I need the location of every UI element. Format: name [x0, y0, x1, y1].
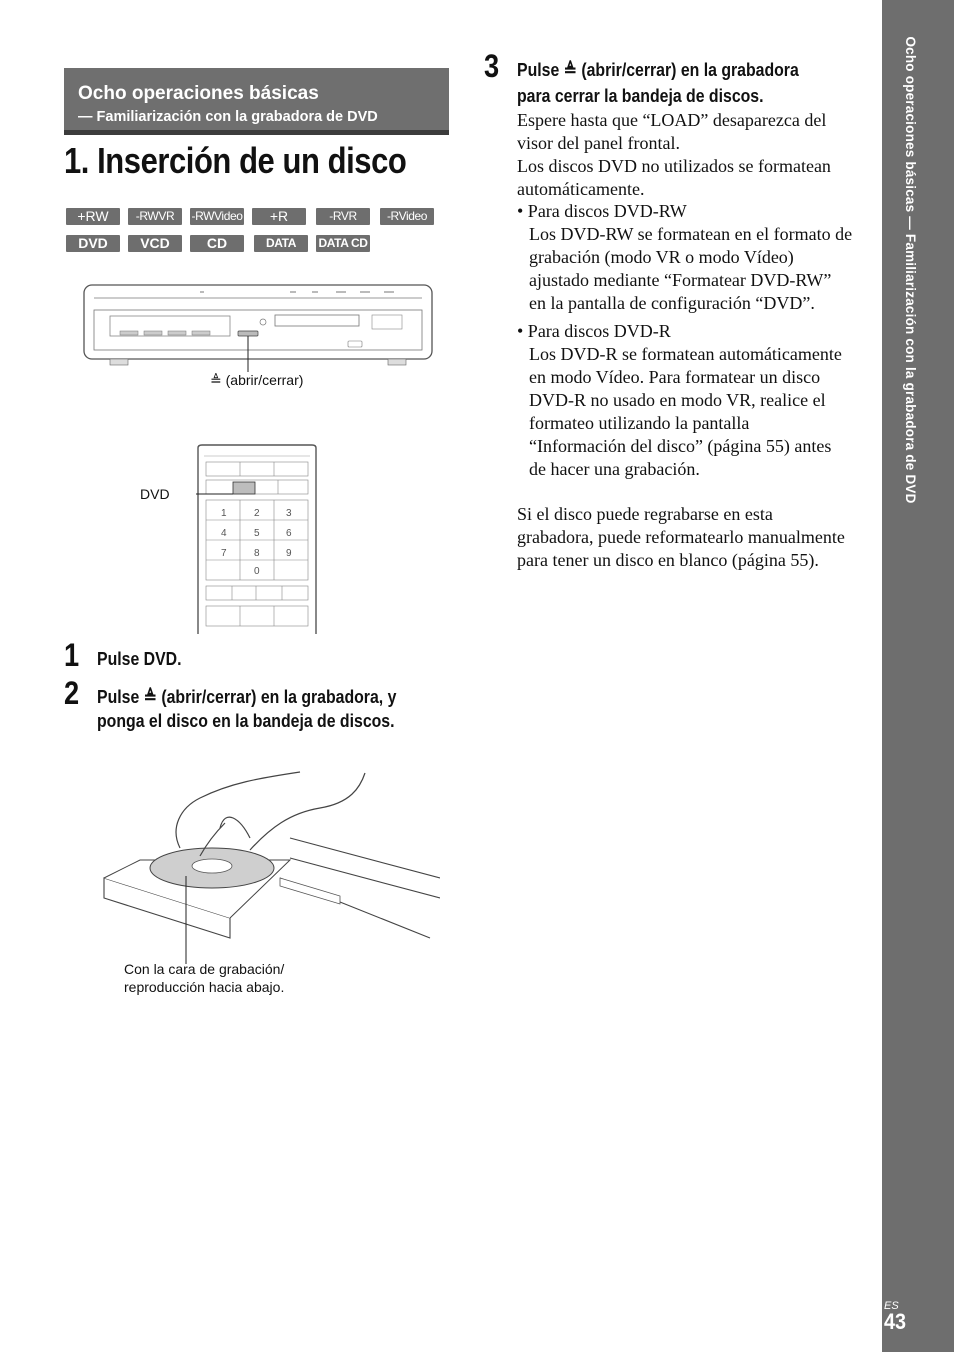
remote-key-4: 4: [221, 528, 227, 539]
badge-vcd: VCD: [128, 235, 182, 252]
remote-key-6: 6: [286, 528, 292, 539]
step-3-line-2: para cerrar la bandeja de discos.: [517, 86, 764, 106]
sidebar-vertical-title: Ocho operaciones básicas — Familiarización con la grabadora de DVD: [903, 36, 918, 504]
badge-plus-r: +R: [252, 208, 306, 225]
badge-minus-r-vr: -RVR: [316, 208, 370, 225]
paragraph-reformat: Si el disco puede regrabarse en esta grabadora, puede reformatearlo manualmente para tener un disco en blanco (página 55).: [517, 504, 845, 570]
badge-minus-r-video: -RVideo: [380, 208, 434, 225]
step-1-text: Pulse DVD.: [97, 649, 182, 669]
remote-key-3: 3: [286, 508, 292, 519]
step-3-line-1: Pulse ≜ (abrir/cerrar) en la grabadora: [517, 60, 799, 80]
paragraph-load: Espere hasta que “LOAD” desaparezca del visor del panel frontal. Los discos DVD no utilizados se formatean automáticamente.: [517, 110, 831, 199]
disc-caption-line-2: reproducción hacia abajo.: [124, 979, 285, 995]
step-2-line-1: Pulse ≜ (abrir/cerrar) en la grabadora, y: [97, 687, 397, 707]
badge-data-dvd: DATA DVD: [254, 235, 308, 252]
recorder-front-illustration: [80, 282, 436, 372]
section-subtitle: — Familiarización con la grabadora de DVD: [78, 109, 378, 125]
badge-data-cd: DATA CD: [316, 235, 370, 252]
remote-key-8: 8: [254, 548, 260, 559]
step-3-number: 3: [484, 48, 500, 84]
badge-cd: CD: [190, 235, 244, 252]
remote-key-1: 1: [221, 508, 227, 519]
step-2-line-2: ponga el disco en la bandeja de discos.: [97, 711, 395, 731]
eject-label: ≜ (abrir/cerrar): [210, 372, 304, 388]
remote-illustration: [196, 444, 318, 634]
disc-insertion-illustration: [100, 768, 440, 968]
step-2-number: 2: [64, 675, 80, 711]
page-number-block: [884, 1300, 908, 1335]
badge-minus-rw-video: -RWVideo: [191, 209, 243, 223]
badge-dvd: DVD: [66, 235, 120, 252]
remote-key-5: 5: [254, 528, 260, 539]
section-title: Ocho operaciones básicas: [78, 83, 319, 104]
language-code: ES: [884, 1300, 899, 1312]
step-1-number: 1: [64, 637, 80, 673]
remote-key-9: 9: [286, 548, 292, 559]
section-header: [64, 68, 449, 135]
dvd-button-label: DVD: [140, 486, 170, 502]
sidebar-tab: [882, 0, 954, 1352]
badge-minus-rw-vr: -RWVR: [128, 208, 182, 225]
bullet-dvd-rw: • Para discos DVD-RW Los DVD-RW se formatean en el formato de grabación (modo VR o modo Vídeo) ajustado mediante “Formatear DVD-RW” en la pantalla de configuración “DVD”.: [517, 201, 853, 313]
remote-key-7: 7: [221, 548, 227, 559]
remote-key-2: 2: [254, 508, 260, 519]
remote-key-0: 0: [254, 566, 260, 577]
page-title: 1. Inserción de un disco: [64, 140, 407, 181]
bullet-dvd-r: • Para discos DVD-R Los DVD-R se formatean automáticamente en modo Vídeo. Para formatear un disco DVD-R no usado en modo VR, realice el formateo utilizando la pantalla “Información del disco” (página 55) antes de hacer una grabación.: [517, 321, 842, 479]
badge-plus-rw: +RW: [66, 208, 120, 225]
disc-caption-line-1: Con la cara de grabación/: [124, 961, 285, 977]
page-number: 43: [884, 1309, 907, 1334]
